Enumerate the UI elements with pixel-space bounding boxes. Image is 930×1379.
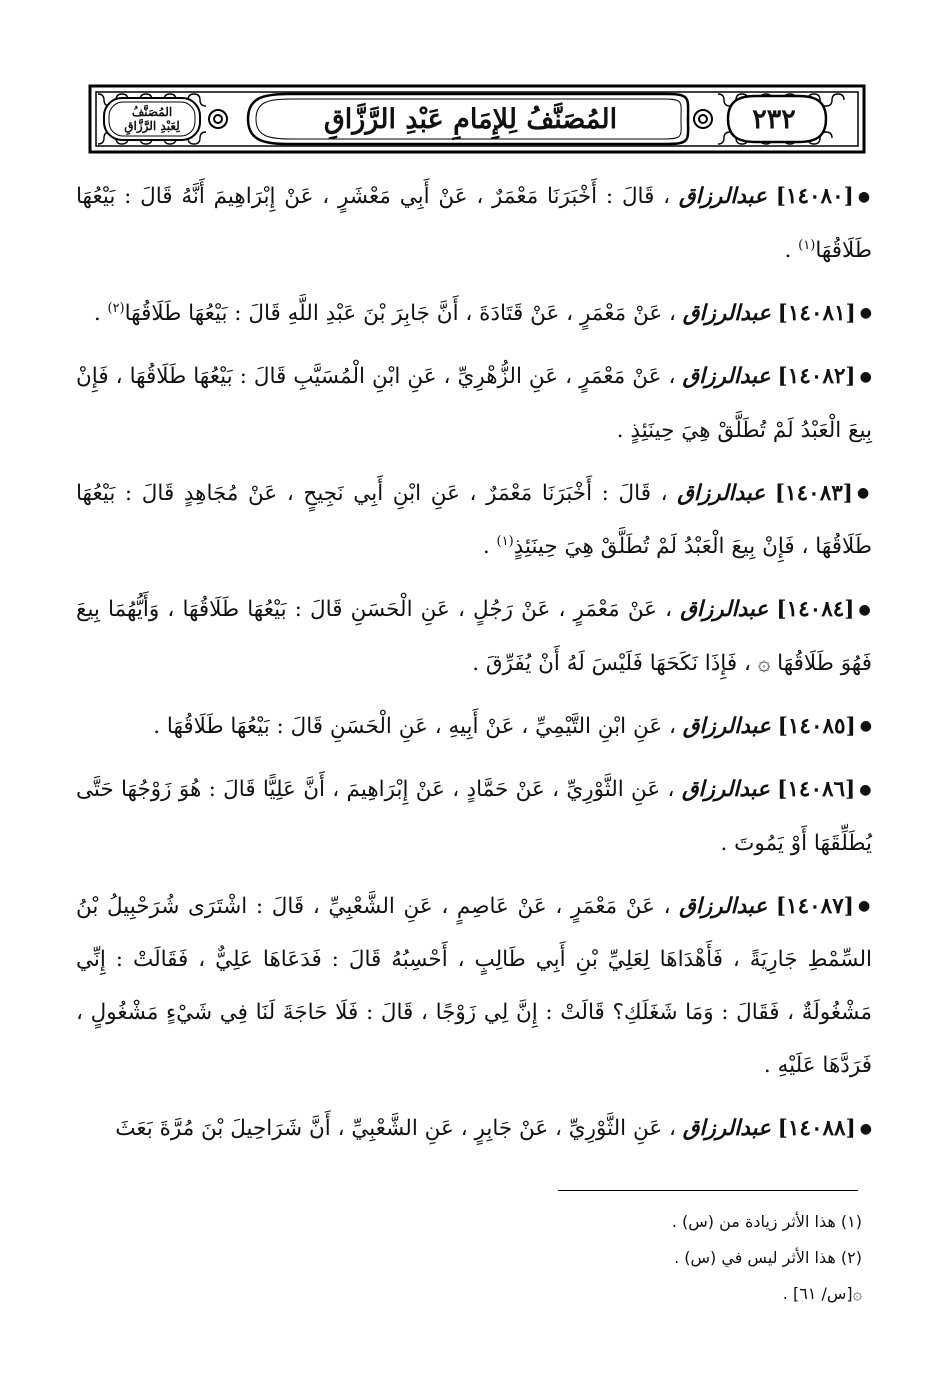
entry-narrator: عبدالرزاق bbox=[682, 713, 771, 739]
entry-narrator: عبدالرزاق bbox=[679, 893, 768, 919]
hadith-entry bbox=[76, 880, 872, 1093]
entry-bullet: ● bbox=[858, 601, 872, 618]
hadith-entry bbox=[76, 1102, 872, 1156]
entry-ending: . bbox=[153, 713, 167, 739]
header-seal-line1: المُصَنَّفُ bbox=[131, 105, 173, 119]
entry-number: [١٤٠٨٤] bbox=[776, 597, 855, 622]
footnote-item: ۞[س/ ٦١] . bbox=[782, 1284, 862, 1303]
entry-text: ، عَنِ الثَّوْرِيِّ ، عَنْ حَمَّادٍ ، عَنْ إِبْرَاهِيمَ ، أَنَّ عَلِيًّا قَالَ : هُوَ زَوْجُهَا حَتَّى يُطَلِّقَهَا أَوْ يَمُوتَ bbox=[76, 777, 872, 856]
footnote-ref[interactable]: (١) bbox=[798, 237, 816, 253]
entry-ending: . bbox=[720, 830, 735, 856]
footnote-divider bbox=[558, 1190, 858, 1191]
footnote-ref[interactable]: (٢) bbox=[107, 300, 125, 316]
entry-narrator: عبدالرزاق bbox=[678, 184, 767, 209]
entry-bullet: ● bbox=[859, 305, 872, 321]
footnote-ref[interactable]: (١) bbox=[496, 533, 514, 549]
entry-bullet: ● bbox=[859, 781, 872, 798]
entry-bullet: ● bbox=[859, 368, 872, 385]
entry-number: [١٤٠٨٥] bbox=[777, 713, 856, 739]
entry-bullet: ● bbox=[857, 898, 872, 914]
footnotes bbox=[340, 1204, 862, 1312]
page-header bbox=[88, 84, 866, 154]
entry-bullet: ● bbox=[859, 1120, 872, 1137]
entry-number: [١٤٠٨٣] bbox=[774, 480, 853, 506]
entry-narrator: عبدالرزاق bbox=[681, 777, 770, 802]
main-text bbox=[76, 170, 872, 1166]
entry-text: ، قَالَ : أَخْبَرَنَا مَعْمَرٌ ، عَنْ أَبِي مَعْشَرٍ ، عَنْ إِبْرَاهِيمَ أَنَّهُ قَالَ : بَيْعُهَا طَلَاقُهَا bbox=[76, 184, 872, 263]
hadith-entry bbox=[76, 763, 872, 870]
entry-number: [١٤٠٨٨] bbox=[777, 1116, 856, 1141]
entry-text: ، عَنِ ابْنِ التَّيْمِيِّ ، عَنْ أَبِيهِ ، عَنِ الْحَسَنِ قَالَ : بَيْعُهَا طَلَاقُهَا bbox=[166, 713, 676, 739]
entry-ending: . bbox=[93, 300, 108, 326]
entry-narrator: عبدالرزاق bbox=[682, 364, 771, 389]
page-number: ٢٣٢ bbox=[752, 103, 796, 135]
footnote-item: (١) هذا الأثر زيادة من (س) . bbox=[671, 1212, 862, 1231]
entry-number: [١٤٠٨٢] bbox=[777, 364, 856, 389]
entry-number: [١٤٠٨٠] bbox=[775, 184, 854, 209]
footnote-item: (٢) هذا الأثر ليس في (س) . bbox=[674, 1248, 862, 1267]
entry-number: [١٤٠٨٦] bbox=[777, 777, 856, 802]
entry-bullet: ● bbox=[856, 485, 872, 501]
hadith-entry bbox=[76, 583, 872, 690]
hadith-entry bbox=[76, 350, 872, 457]
entry-text: ، عَنْ مَعْمَرٍ ، عَنْ عَاصِمٍ ، عَنِ الشَّعْبِيِّ ، قَالَ : اشْتَرَى شُرَحْبِيلُ بْنُ السِّمْطِ جَارِيَةً ، فَأَهْدَاهَا لِعَلِيِّ بْنِ أَبِي طَالِبٍ ، أَحْسِبُهُ قَالَ : فَدَعَاهَا عَلِيٌّ ، فَقَالَتْ : إِنِّي مَشْغُولَةٌ ، فَقَالَ : وَمَا شَغَلَكِ؟ قَالَتْ : إِنَّ لِي زَوْجًا ، قَالَ : فَلَا حَاجَةَ لَنَا فِي شَيْءٍ مَشْغُولٍ ، فَرَدَّهَا عَلَيْهِ bbox=[76, 893, 872, 1078]
hadith-entry bbox=[76, 170, 872, 277]
hadith-entry bbox=[76, 287, 872, 341]
entry-narrator: عبدالرزاق bbox=[682, 300, 771, 326]
entry-text: ، عَنْ مَعْمَرٍ ، عَنِ الزُّهْرِيِّ ، عَنِ ابْنِ الْمُسَيَّبِ قَالَ : بَيْعُهَا طَلَاقُهَا ، فَإِنْ بِيعَ الْعَبْدُ لَمْ تُطَلَّقْ هِيَ حِينَئِذٍ bbox=[76, 364, 872, 443]
header-title: المُصَنَّفُ لِلإِمَامِ عَبْدِ الرَّزَّاقِ bbox=[323, 103, 618, 135]
header-seal bbox=[106, 98, 198, 140]
entry-bullet: ● bbox=[859, 718, 872, 734]
hadith-entry bbox=[76, 700, 872, 754]
entry-text: ، عَنْ مَعْمَرٍ ، عَنْ قَتَادَةَ ، أَنَّ جَابِرَ بْنَ عَبْدِ اللَّهِ قَالَ : بَيْعُهَا طَلَاقُهَا bbox=[124, 300, 676, 326]
entry-text: ، قَالَ : أَخْبَرَنَا مَعْمَرٌ ، عَنِ ابْنِ أَبِي نَجِيحٍ ، عَنْ مُجَاهِدٍ قَالَ : بَيْعُهَا طَلَاقُهَا ، فَإِنْ بِيعَ الْعَبْدُ لَمْ تُطَلَّقْ هِيَ حِينَئِذٍ bbox=[76, 480, 872, 559]
entry-narrator: عبدالرزاق bbox=[680, 597, 769, 622]
entry-narrator: عبدالرزاق bbox=[682, 1116, 771, 1141]
hadith-entry bbox=[76, 467, 872, 574]
entry-ending: . bbox=[784, 237, 799, 263]
entry-ending: . bbox=[616, 417, 631, 443]
entry-text: ، عَنِ الثَّوْرِيِّ ، عَنْ جَابِرٍ ، عَنِ الشَّعْبِيِّ ، أَنَّ شَرَاحِيلَ بْنَ مُرَّةَ بَعَثَ bbox=[115, 1116, 676, 1141]
entry-number: [١٤٠٨٧] bbox=[775, 893, 854, 919]
entry-bullet: ● bbox=[857, 188, 872, 205]
entry-ending: . bbox=[482, 534, 497, 559]
entry-narrator: عبدالرزاق bbox=[677, 480, 766, 506]
entry-ending: . bbox=[763, 1053, 778, 1078]
entry-text: ، عَنْ مَعْمَرٍ ، عَنْ رَجُلٍ ، عَنِ الْحَسَنِ قَالَ : بَيْعُهَا طَلَاقُهَا ، وَأَيُّهُمَا بِيعَ فَهُوَ طَلَاقُهَا ۞ ، فَإِذَا نَكَحَهَا فَلَيْسَ لَهُ أَنْ يُفَرِّقَ bbox=[76, 597, 872, 676]
entry-ending: . bbox=[472, 650, 486, 676]
entry-number: [١٤٠٨١] bbox=[777, 300, 856, 326]
header-seal-line2: لِعَبْدِ الرَّزَّاقِ bbox=[124, 119, 180, 133]
